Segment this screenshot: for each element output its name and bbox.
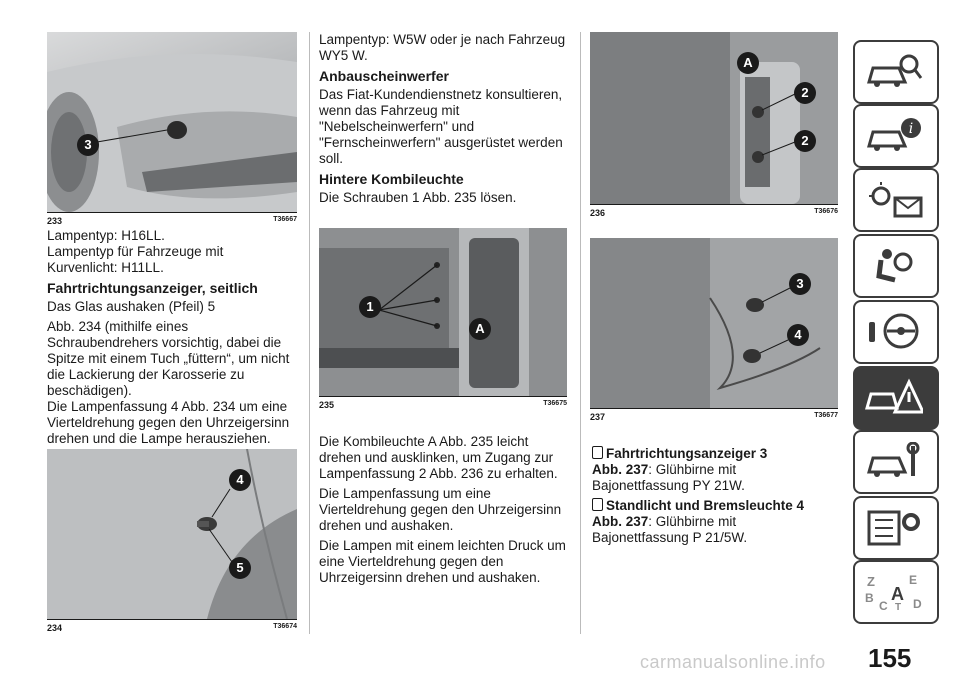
front-bumper-fog-light-illustration <box>47 32 297 212</box>
index-letter: A <box>891 584 904 604</box>
rear-light-socket-illustration <box>590 32 838 204</box>
tab-safety[interactable] <box>853 104 939 168</box>
alphabet-index-icon <box>865 572 923 610</box>
section-heading: Anbauscheinwerfer <box>319 68 449 84</box>
figure-235-caption <box>319 396 567 411</box>
figure-233-image <box>47 32 297 212</box>
column-2-text-top <box>319 32 569 210</box>
figure-number: 234 <box>47 623 63 633</box>
watermark: carmanualsonline.info <box>640 652 826 672</box>
callout-a: A <box>469 318 491 340</box>
paragraph: Abb. 234 (mithilfe eines Schraubendrehers vorsichtig, dabei die Spitze mit einem Tuch „füttern“, um nicht die Lackierung der Karosserie zu beschädigen). <box>47 319 290 398</box>
figure-234-image <box>47 449 297 619</box>
column-2-text-bottom <box>319 434 571 590</box>
paragraph: Die Schrauben 1 Abb. 235 lösen. <box>319 190 517 205</box>
bulb-item-line <box>592 514 844 530</box>
rear-light-screws-illustration <box>319 228 567 396</box>
column-3-text <box>592 446 844 546</box>
index-letter: B <box>865 591 874 605</box>
figure-number: 235 <box>319 400 335 410</box>
tab-warning-lights[interactable] <box>853 168 939 232</box>
paragraph: Das Fiat-Kundendienstnetz konsultieren, wenn das Fahrzeug mit "Nebelscheinwerfern" und "Fernscheinwerfern" ausgerüstet werden soll. <box>319 87 563 166</box>
figure-code: T36667 <box>273 216 297 223</box>
item-title: Standlicht und Bremsleuchte 4 <box>606 498 805 513</box>
car-search-icon <box>865 52 923 90</box>
side-indicator-illustration <box>47 449 297 619</box>
figure-237-caption <box>590 408 838 423</box>
figure-number: 236 <box>590 208 606 218</box>
item-text: : Glühbirne mit <box>648 514 737 529</box>
figure-code: T36677 <box>814 412 838 419</box>
index-letter: Z <box>867 574 875 589</box>
figure-code: T36674 <box>273 623 297 630</box>
checkbox-icon <box>592 446 603 459</box>
callout-a: A <box>737 52 759 74</box>
section-heading: Fahrtrichtungsanzeiger, seitlich <box>47 280 258 296</box>
car-info-icon <box>865 116 923 154</box>
tab-vehicle-knowledge[interactable] <box>853 40 939 104</box>
figure-235-image <box>319 228 567 396</box>
car-emergency-warning-icon <box>865 378 923 416</box>
column-divider <box>309 32 310 634</box>
figure-code: T36676 <box>814 208 838 215</box>
tab-seat-airbag[interactable] <box>853 234 939 298</box>
figure-234-caption <box>47 619 297 634</box>
bulb-item-heading <box>592 498 844 514</box>
section-heading: Hintere Kombileuchte <box>319 171 464 187</box>
checkbox-icon <box>592 498 603 511</box>
paragraph: Das Glas aushaken (Pfeil) 5 <box>47 299 216 314</box>
bulb-holders-illustration <box>590 238 838 408</box>
figure-236-image <box>590 32 838 204</box>
technical-data-gear-icon <box>865 508 923 546</box>
lamp-type-line: Lampentyp für Fahrzeuge mit <box>47 244 224 259</box>
callout-1: 1 <box>359 296 381 318</box>
tab-technical-specifications[interactable] <box>853 496 939 560</box>
warning-light-message-icon <box>865 180 923 218</box>
steering-wheel-key-icon <box>865 312 923 350</box>
svg-text:i: i <box>908 121 914 137</box>
tab-starting-driving[interactable] <box>853 300 939 364</box>
callout-3: 3 <box>789 273 811 295</box>
index-letter: C <box>879 599 888 610</box>
item-text: : Glühbirne mit <box>648 462 737 477</box>
callout-2: 2 <box>794 82 816 104</box>
bulb-item-line: Bajonettfassung P 21/5W. <box>592 530 748 545</box>
callout-2: 2 <box>794 130 816 152</box>
paragraph: Die Lampenfassung um eine Vierteldrehung gegen den Uhrzeigersinn drehen und aushaken. <box>319 486 562 533</box>
paragraph: Die Lampen mit einem leichten Druck um eine Vierteldrehung gegen den Uhrzeigersinn drehen und aushaken. <box>319 538 566 585</box>
lamp-type-line: Lampentyp: H16LL. <box>47 228 165 243</box>
item-title: Fahrtrichtungsanzeiger 3 <box>606 446 768 461</box>
tab-alphabetical-index[interactable] <box>853 560 939 624</box>
figure-237-image <box>590 238 838 408</box>
car-wrench-icon <box>865 442 923 480</box>
figure-236-caption <box>590 204 838 219</box>
tab-servicing-care[interactable] <box>853 430 939 494</box>
callout-5: 5 <box>229 557 251 579</box>
figure-number: 237 <box>590 412 606 422</box>
paragraph: Die Lampenfassung 4 Abb. 234 um eine Vierteldrehung gegen den Uhrzeigersinn drehen und die Lampe herausziehen. <box>47 399 290 446</box>
figure-code: T36675 <box>543 400 567 407</box>
index-letter: D <box>913 597 922 610</box>
page-number: 155 <box>868 643 912 673</box>
column-1-text <box>47 228 299 451</box>
figure-number: 233 <box>47 216 63 226</box>
tab-in-an-emergency[interactable] <box>853 366 939 430</box>
bulb-item-heading <box>592 446 844 462</box>
callout-4: 4 <box>229 469 251 491</box>
column-divider <box>580 32 581 634</box>
figure-233-caption <box>47 212 297 227</box>
paragraph: Die Kombileuchte A Abb. 235 leicht drehen und ausklinken, um Zugang zur Lampenfassung 2 Abb. 236 zu erhalten. <box>319 434 558 481</box>
figure-reference: Abb. 237 <box>592 514 649 529</box>
seat-airbag-icon <box>865 246 923 284</box>
paragraph: Lampentyp: W5W oder je nach Fahrzeug WY5 W. <box>319 32 566 63</box>
callout-4: 4 <box>787 324 809 346</box>
bulb-item-line: Bajonettfassung PY 21W. <box>592 478 745 493</box>
callout-3: 3 <box>77 134 99 156</box>
index-letter: E <box>909 573 918 587</box>
bulb-item-line <box>592 462 844 478</box>
figure-reference: Abb. 237 <box>592 462 649 477</box>
lamp-type-line: Kurvenlicht: H11LL. <box>47 260 164 275</box>
index-letter: T <box>895 602 902 610</box>
